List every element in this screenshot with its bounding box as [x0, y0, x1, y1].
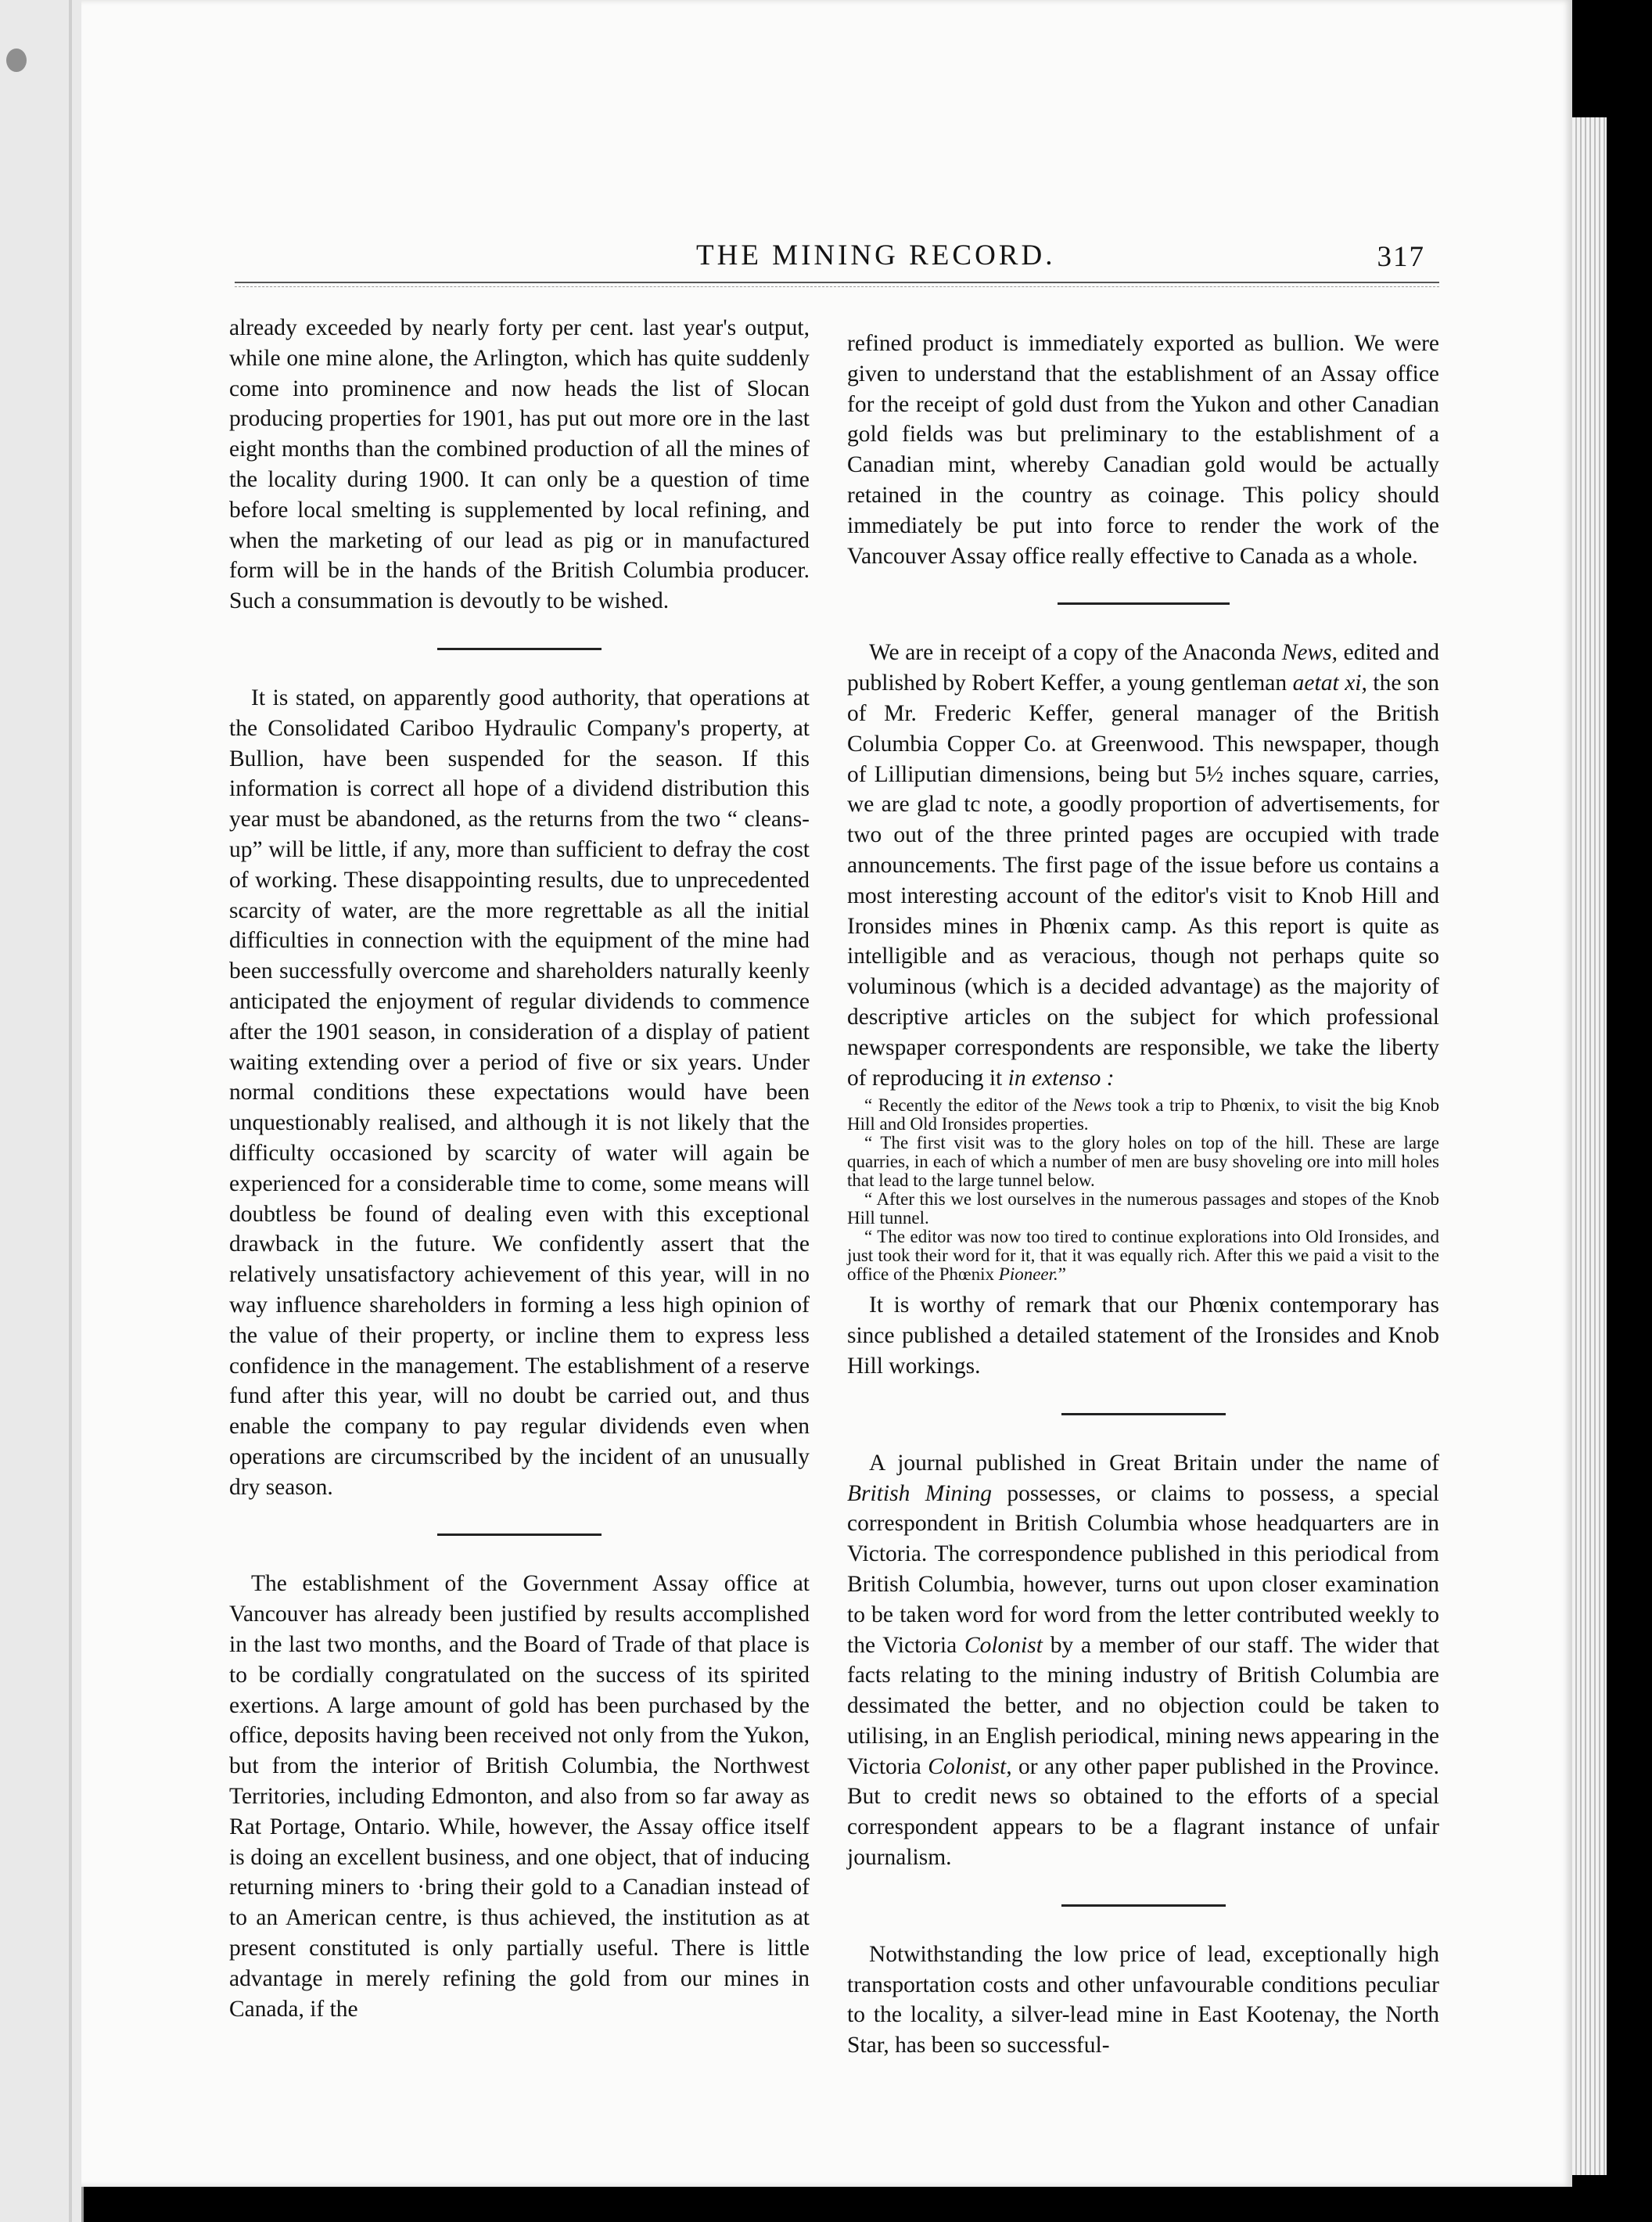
quote-paragraph: “ The first visit was to the glory holes on top of the hill. These are large quarries, in each of which a number of men are busy shoveling ore into mill holes that lead to the large tunnel below.: [847, 1133, 1439, 1191]
text-run: the son of Mr. Frederic Keffer, general manager of the British Columbia Copper Co. at Greenwood. This newspaper, though of Lilliputian dimensions, being but 5½ inches square, carries, we are glad tc note, a goodly proportion of advertisements, for two out of the three printed pages are occupied with trade announcements. The first page of the issue before us contains a most interesting account of the editor's visit to Knob Hill and Ironsides mines in Phœnix camp. As this report is quite as intelligible and as veracious, though not perhaps quite so voluminous (which is a decided advantage) as the majority of descriptive articles on the subject for which professional newspaper correspondents are responsible, we take the liberty of reproducing it: [847, 671, 1439, 1091]
article-assay-office: The establishment of the Government Assay office at Vancouver has already been justified by results accomplished in the last two months, and the Board of Trade of that place is to be cordially congratulated on the success of its spirited exertions. A large amount of gold has been purchased by the office, deposits having been received not only from the Yukon, but from the interior of British Columbia, the Northwest Territories, including Edmonton, and also from so far away as Rat Portage, Ontario. While, however, the Assay office itself is doing an excellent business, and one object, that of inducing returning miners to ·bring their gold to a Canadian instead of to an American centre, is thus achieved, the institution as at present constituted is only partially useful. There is little advantage in merely refining the gold from our mines in Canada, if the: [229, 1571, 810, 2022]
italic-run: News: [1072, 1095, 1112, 1116]
text-run: A journal published in Great Britain under the name of: [869, 1450, 1439, 1476]
italic-run: British Mining: [847, 1480, 992, 1506]
section-divider: [1061, 1904, 1226, 1907]
text-run: We are in receipt of a copy of the Anaconda: [869, 640, 1282, 666]
italic-run: aetat xi,: [1292, 671, 1367, 696]
italic-run: News,: [1281, 640, 1338, 666]
corner-blot: [6, 49, 27, 72]
adjacent-page-edge: [0, 0, 84, 2222]
article-anaconda-news: [847, 638, 1439, 1093]
article-phoenix-remark: It is worthy of remark that our Phœnix contemporary has since published a detailed statement of the Ironsides and Knob Hill workings.: [847, 1293, 1439, 1379]
right-column: [847, 329, 1439, 2061]
text-run: ”: [1058, 1264, 1066, 1285]
page-number: 317: [1377, 241, 1425, 273]
section-divider: [1061, 1413, 1226, 1415]
text-run: edited and published by Robert Keffer, a young gentleman: [847, 640, 1439, 696]
article-british-mining: [847, 1448, 1439, 1873]
article-north-star: Notwithstanding the low price of lead, exceptionally high transportation costs and other unfavourable conditions peculiar to the locality, a silver-lead mine in East Kootenay, the North Star, has been so successful-: [847, 1941, 1439, 2058]
binding-edge: [69, 0, 72, 2222]
text-run: “ The editor was now too tired to continue explorations into Old Ironsides, and just took their word for it, that it was equally rich. After this we paid a visit to the office of the Phœnix: [847, 1227, 1439, 1285]
text-run: possesses, or claims to possess, a special correspondent in British Columbia whose headquarters are in Victoria. The correspondence published in this periodical from British Columbia, however, turns out upon closer examination to be taken word for word from the letter contributed weekly to the Victoria: [847, 1480, 1439, 1658]
text-run: or any other paper published in the Province. But to credit news so obtained to the efforts of a special correspondent appears to be a flagrant instance of unfair journalism.: [847, 1753, 1439, 1871]
header-rule: [235, 282, 1439, 283]
italic-run: Colonist,: [928, 1753, 1012, 1779]
journal-title: THE MINING RECORD.: [696, 239, 1056, 271]
page-stack-edge: [1572, 117, 1607, 2175]
quote-paragraph: [847, 1228, 1439, 1284]
section-divider: [1058, 602, 1230, 605]
article-cariboo-hydraulic: It is stated, on apparently good authority, that operations at the Consolidated Cariboo Hydraulic Company's property, at Bullion, have been suspended for the season. If this information is correct all hope of a dividend distribution this year must be abandoned, as the returns from the two “ cleans-up” will be little, if any, more than sufficient to defray the cost of working. These disappointing results, due to unprecedented scarcity of water, are the more regrettable as all the initial difficulties in connection with the equipment of the mine had been successfully overcome and shareholders naturally keenly anticipated the enjoyment of regular dividends to commence after the 1901 season, in consideration of a display of patient waiting extending over a period of five or six years. Under normal conditions these expectations would have been unquestionably realised, and although it is not likely that the difficulty occasioned by scarcity of water will again be experienced for a considerable time to come, some means will doubtless be found of dealing even with this exceptional drawback in the future. We confidently assert that the relatively unsatisfactory achievement of this year, will in no way influence shareholders in forming a less high opinion of the value of their property, or incline them to express less confidence in the management. The establishment of a reserve fund after this year, will no doubt be carried out, and thus enable the company to pay regular dividends even when operations are circumscribed by the incident of an unusually dry season.: [229, 685, 810, 1500]
text-run: “ Recently the editor of the: [864, 1095, 1073, 1116]
left-column: [229, 313, 810, 2024]
quote-paragraph: [847, 1096, 1439, 1134]
header-rule-dashed: [235, 286, 1439, 287]
section-divider: [437, 648, 602, 650]
running-head: [235, 239, 1439, 278]
italic-run: in extenso :: [1007, 1065, 1115, 1091]
quote-paragraph: “ After this we lost ourselves in the numerous passages and stopes of the Knob Hill tunnel.: [847, 1189, 1439, 1228]
italic-run: Pioneer.: [998, 1264, 1058, 1285]
section-divider: [437, 1533, 602, 1536]
text-run: took a trip to Phœnix, to visit the big Knob Hill and Old Ironsides properties.: [847, 1095, 1439, 1134]
article-slocan-lead: already exceeded by nearly forty per cent. last year's output, while one mine alone, the Arlington, which has quite suddenly come into prominence and now heads the list of Slocan producing properties for 1901, has put out more ore in the last eight months than the combined production of all the mines of the locality during 1900. It can only be a question of time before local smelting is supplemented by local refining, and when the marketing of our lead as pig or in manufactured form will be in the hands of the British Columbia producer. Such a consummation is devoutly to be wished.: [229, 315, 810, 614]
article-assay-office-continued: refined product is immediately exported as bullion. We were given to understand that the establishment of an Assay office for the receipt of gold dust from the Yukon and other Canadian gold fields was but preliminary to the establishment of a Canadian mint, whereby Canadian gold would be actually retained in the country as coinage. This policy should immediately be put into force to render the work of the Vancouver Assay office really effective to Canada as a whole.: [847, 331, 1439, 569]
italic-run: Colonist: [964, 1632, 1043, 1658]
quoted-report: [847, 1096, 1439, 1284]
text-run: by a member of our staff. The wider that facts relating to the mining industry of British Columbia are dessimated the better, and no objection could be taken to utilising, in an English periodical, mining news appearing in the Victoria: [847, 1632, 1440, 1779]
